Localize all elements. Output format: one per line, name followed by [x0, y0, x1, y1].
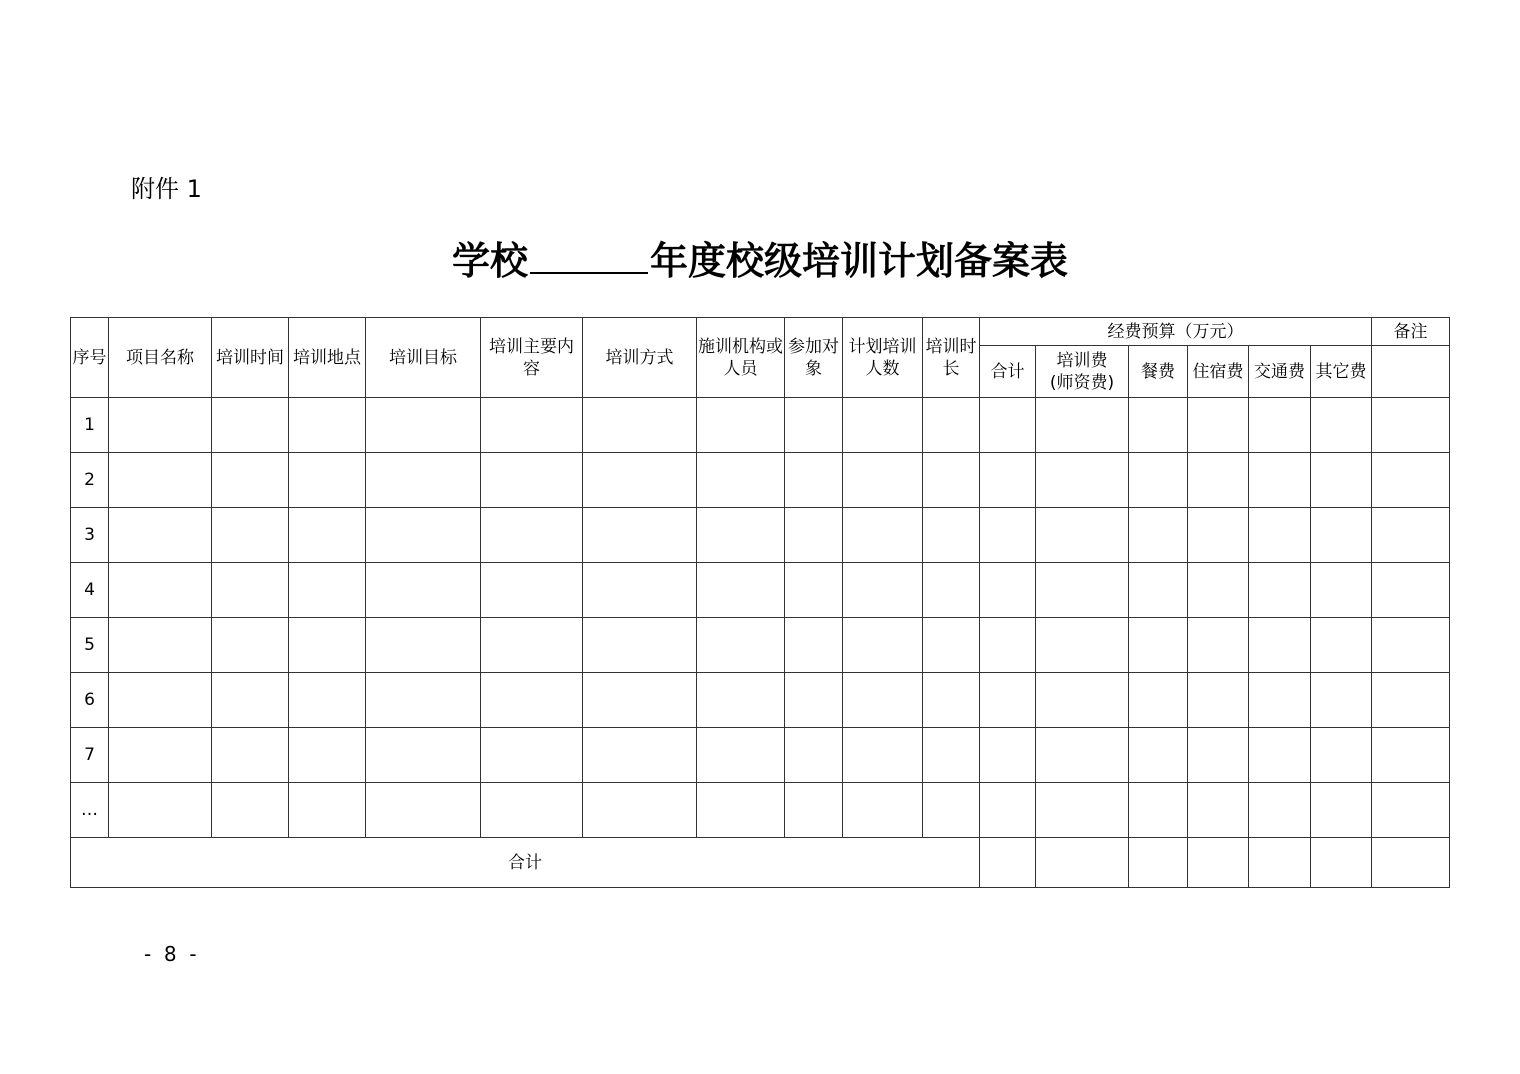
cell-project-name[interactable] [109, 398, 212, 453]
cell-training-goal[interactable] [366, 398, 481, 453]
total-budget-lodging[interactable] [1188, 838, 1249, 888]
cell-budget-meals[interactable] [1129, 508, 1188, 563]
cell-training-location[interactable] [289, 673, 366, 728]
cell-budget-transport[interactable] [1249, 618, 1311, 673]
table-row [71, 453, 1450, 508]
cell-budget-transport[interactable] [1249, 673, 1311, 728]
cell-budget-lodging[interactable] [1188, 783, 1249, 838]
cell-budget-lodging[interactable] [1188, 673, 1249, 728]
cell-planned-count[interactable] [843, 453, 923, 508]
cell-budget-transport[interactable] [1249, 728, 1311, 783]
cell-training-time[interactable] [212, 453, 289, 508]
cell-training-time[interactable] [212, 563, 289, 618]
cell-budget-subtotal[interactable] [980, 618, 1036, 673]
cell-budget-other[interactable] [1311, 508, 1372, 563]
total-budget-meals[interactable] [1129, 838, 1188, 888]
cell-participants[interactable] [785, 508, 843, 563]
cell-training-location[interactable] [289, 563, 366, 618]
title-year-blank [530, 232, 648, 274]
cell-training-content[interactable] [481, 673, 583, 728]
cell-training-time[interactable] [212, 783, 289, 838]
cell-planned-count[interactable] [843, 618, 923, 673]
cell-remarks[interactable] [1372, 563, 1450, 618]
cell-remarks[interactable] [1372, 618, 1450, 673]
cell-budget-training-fee[interactable] [1036, 508, 1129, 563]
cell-training-goal[interactable] [366, 618, 481, 673]
total-remarks[interactable] [1372, 838, 1450, 888]
table-row [71, 618, 1450, 673]
cell-training-location[interactable] [289, 508, 366, 563]
cell-duration[interactable] [923, 563, 980, 618]
cell-training-location[interactable] [289, 453, 366, 508]
header-budget-group: 经费预算（万元） [980, 318, 1372, 346]
cell-training-method[interactable] [583, 508, 697, 563]
cell-training-content[interactable] [481, 563, 583, 618]
header-duration: 培训时长 [923, 318, 980, 398]
cell-training-goal[interactable] [366, 783, 481, 838]
table-row [71, 673, 1450, 728]
cell-budget-training-fee[interactable] [1036, 398, 1129, 453]
cell-budget-training-fee[interactable] [1036, 563, 1129, 618]
cell-participants[interactable] [785, 618, 843, 673]
cell-budget-other[interactable] [1311, 563, 1372, 618]
cell-duration[interactable] [923, 508, 980, 563]
cell-budget-transport[interactable] [1249, 783, 1311, 838]
cell-training-method[interactable] [583, 453, 697, 508]
cell-budget-meals[interactable] [1129, 673, 1188, 728]
header-training-goal: 培训目标 [366, 318, 481, 398]
cell-planned-count[interactable] [843, 783, 923, 838]
cell-trainer[interactable] [697, 673, 785, 728]
header-budget-other: 其它费 [1311, 346, 1372, 398]
total-budget-other[interactable] [1311, 838, 1372, 888]
cell-planned-count[interactable] [843, 508, 923, 563]
cell-trainer[interactable] [697, 453, 785, 508]
cell-budget-training-fee[interactable] [1036, 783, 1129, 838]
total-budget-subtotal[interactable] [980, 838, 1036, 888]
cell-training-method[interactable] [583, 783, 697, 838]
total-row [71, 838, 1450, 888]
table-row [71, 783, 1450, 838]
cell-training-time[interactable] [212, 618, 289, 673]
cell-budget-other[interactable] [1311, 618, 1372, 673]
cell-training-method[interactable] [583, 398, 697, 453]
cell-project-name[interactable] [109, 618, 212, 673]
cell-duration[interactable] [923, 783, 980, 838]
cell-duration[interactable] [923, 728, 980, 783]
cell-trainer[interactable] [697, 563, 785, 618]
cell-budget-meals[interactable] [1129, 783, 1188, 838]
cell-training-goal[interactable] [366, 508, 481, 563]
cell-budget-other[interactable] [1311, 783, 1372, 838]
cell-budget-meals[interactable] [1129, 563, 1188, 618]
cell-budget-training-fee[interactable] [1036, 618, 1129, 673]
header-budget-subtotal: 合计 [980, 346, 1036, 398]
cell-budget-lodging[interactable] [1188, 508, 1249, 563]
cell-training-content[interactable] [481, 618, 583, 673]
cell-trainer[interactable] [697, 728, 785, 783]
header-training-location: 培训地点 [289, 318, 366, 398]
cell-participants[interactable] [785, 453, 843, 508]
cell-budget-subtotal[interactable] [980, 563, 1036, 618]
cell-duration[interactable] [923, 398, 980, 453]
cell-remarks[interactable] [1372, 673, 1450, 728]
cell-budget-transport[interactable] [1249, 563, 1311, 618]
row-seq: 4 [71, 563, 109, 618]
cell-budget-transport[interactable] [1249, 508, 1311, 563]
cell-budget-subtotal[interactable] [980, 673, 1036, 728]
cell-training-method[interactable] [583, 563, 697, 618]
cell-budget-other[interactable] [1311, 673, 1372, 728]
cell-training-time[interactable] [212, 728, 289, 783]
cell-budget-lodging[interactable] [1188, 618, 1249, 673]
cell-training-content[interactable] [481, 728, 583, 783]
cell-training-content[interactable] [481, 453, 583, 508]
cell-budget-lodging[interactable] [1188, 453, 1249, 508]
cell-remarks[interactable] [1372, 728, 1450, 783]
row-seq: 6 [71, 673, 109, 728]
cell-training-goal[interactable] [366, 673, 481, 728]
cell-budget-meals[interactable] [1129, 618, 1188, 673]
cell-planned-count[interactable] [843, 398, 923, 453]
cell-training-time[interactable] [212, 398, 289, 453]
header-budget-transport: 交通费 [1249, 346, 1311, 398]
row-seq: 5 [71, 618, 109, 673]
cell-training-location[interactable] [289, 398, 366, 453]
cell-trainer[interactable] [697, 508, 785, 563]
header-training-content: 培训主要内容 [481, 318, 583, 398]
cell-remarks[interactable] [1372, 453, 1450, 508]
cell-budget-training-fee[interactable] [1036, 453, 1129, 508]
cell-budget-transport[interactable] [1249, 398, 1311, 453]
header-project-name: 项目名称 [109, 318, 212, 398]
cell-remarks[interactable] [1372, 398, 1450, 453]
table-row [71, 563, 1450, 618]
cell-participants[interactable] [785, 728, 843, 783]
row-seq: 1 [71, 398, 109, 453]
cell-budget-subtotal[interactable] [980, 508, 1036, 563]
header-seq: 序号 [71, 318, 109, 398]
cell-project-name[interactable] [109, 673, 212, 728]
table-row [71, 398, 1450, 453]
cell-training-goal[interactable] [366, 563, 481, 618]
cell-project-name[interactable] [109, 783, 212, 838]
cell-trainer[interactable] [697, 618, 785, 673]
cell-budget-training-fee[interactable] [1036, 728, 1129, 783]
row-seq: 7 [71, 728, 109, 783]
row-seq: … [71, 783, 109, 838]
cell-project-name[interactable] [109, 508, 212, 563]
cell-budget-subtotal[interactable] [980, 783, 1036, 838]
cell-budget-lodging[interactable] [1188, 728, 1249, 783]
row-seq: 3 [71, 508, 109, 563]
cell-training-content[interactable] [481, 783, 583, 838]
cell-budget-subtotal[interactable] [980, 453, 1036, 508]
header-trainer: 施训机构或人员 [697, 318, 785, 398]
cell-training-goal[interactable] [366, 728, 481, 783]
page-number: - 8 - [144, 942, 197, 966]
header-budget-training-fee: 培训费 (师资费) [1036, 346, 1129, 398]
cell-budget-meals[interactable] [1129, 728, 1188, 783]
cell-duration[interactable] [923, 618, 980, 673]
cell-training-location[interactable] [289, 618, 366, 673]
cell-training-method[interactable] [583, 618, 697, 673]
cell-participants[interactable] [785, 673, 843, 728]
cell-training-location[interactable] [289, 728, 366, 783]
cell-budget-lodging[interactable] [1188, 398, 1249, 453]
page-title [0, 232, 1520, 287]
table-row [71, 508, 1450, 563]
title-suffix: 年度校级培训计划备案表 [650, 238, 1069, 283]
cell-budget-other[interactable] [1311, 398, 1372, 453]
cell-budget-other[interactable] [1311, 453, 1372, 508]
cell-remarks[interactable] [1372, 508, 1450, 563]
cell-trainer[interactable] [697, 783, 785, 838]
row-seq: 2 [71, 453, 109, 508]
cell-training-goal[interactable] [366, 453, 481, 508]
cell-participants[interactable] [785, 783, 843, 838]
header-budget-meals: 餐费 [1129, 346, 1188, 398]
attachment-label: 附件 1 [131, 175, 202, 203]
cell-planned-count[interactable] [843, 563, 923, 618]
cell-budget-meals[interactable] [1129, 398, 1188, 453]
cell-planned-count[interactable] [843, 673, 923, 728]
cell-budget-meals[interactable] [1129, 453, 1188, 508]
total-label: 合计 [71, 838, 980, 888]
cell-training-method[interactable] [583, 673, 697, 728]
cell-remarks[interactable] [1372, 783, 1450, 838]
cell-budget-subtotal[interactable] [980, 398, 1036, 453]
total-budget-transport[interactable] [1249, 838, 1311, 888]
cell-budget-transport[interactable] [1249, 453, 1311, 508]
cell-project-name[interactable] [109, 453, 212, 508]
header-remarks-blank [1372, 346, 1450, 398]
cell-trainer[interactable] [697, 398, 785, 453]
table-row [71, 728, 1450, 783]
cell-budget-subtotal[interactable] [980, 728, 1036, 783]
title-prefix: 学校 [451, 238, 528, 283]
cell-training-time[interactable] [212, 673, 289, 728]
header-remarks: 备注 [1372, 318, 1450, 346]
cell-training-location[interactable] [289, 783, 366, 838]
total-budget-training-fee[interactable] [1036, 838, 1129, 888]
header-training-time: 培训时间 [212, 318, 289, 398]
header-participants: 参加对象 [785, 318, 843, 398]
cell-training-content[interactable] [481, 508, 583, 563]
cell-budget-lodging[interactable] [1188, 563, 1249, 618]
cell-participants[interactable] [785, 398, 843, 453]
cell-participants[interactable] [785, 563, 843, 618]
cell-duration[interactable] [923, 453, 980, 508]
cell-budget-other[interactable] [1311, 728, 1372, 783]
cell-training-time[interactable] [212, 508, 289, 563]
cell-training-method[interactable] [583, 728, 697, 783]
header-training-method: 培训方式 [583, 318, 697, 398]
header-planned-count: 计划培训人数 [843, 318, 923, 398]
header-budget-lodging: 住宿费 [1188, 346, 1249, 398]
cell-duration[interactable] [923, 673, 980, 728]
cell-project-name[interactable] [109, 728, 212, 783]
training-plan-table [70, 317, 1450, 888]
cell-planned-count[interactable] [843, 728, 923, 783]
cell-budget-training-fee[interactable] [1036, 673, 1129, 728]
cell-training-content[interactable] [481, 398, 583, 453]
cell-project-name[interactable] [109, 563, 212, 618]
